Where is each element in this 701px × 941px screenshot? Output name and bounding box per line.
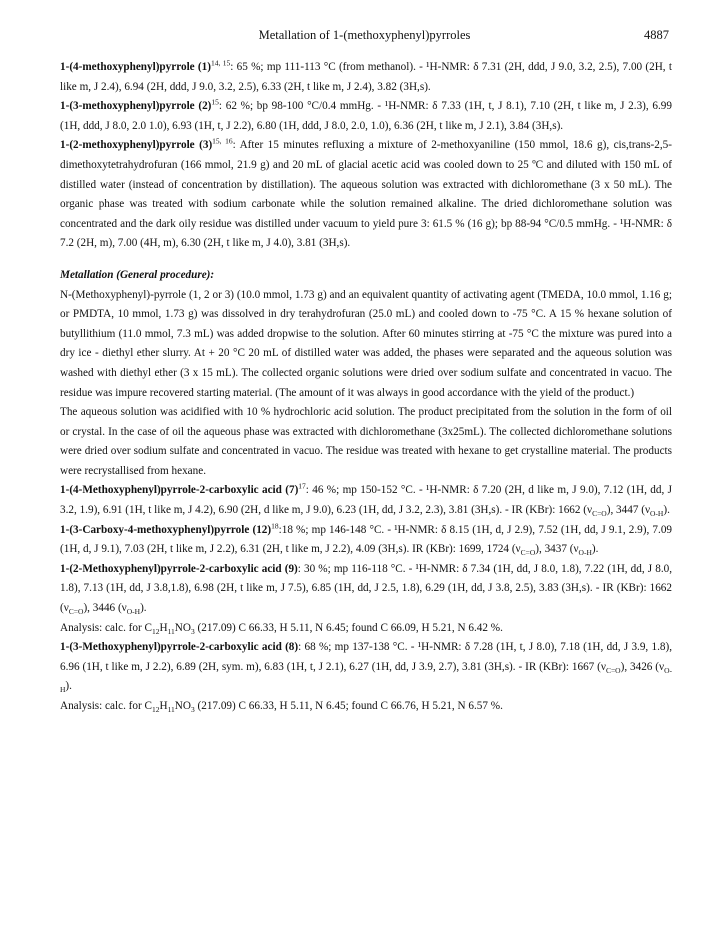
running-title: Metallation of 1-(methoxyphenyl)pyrroles — [258, 28, 471, 42]
compound-name: 1-(4-methoxyphenyl)pyrrole (1) — [60, 61, 211, 73]
procedure-paragraph-1: N-(Methoxyphenyl)-pyrrole (1, 2 or 3) (10.0 mmol, 1.73 g) and an equivalent quantity of activating agent (TMEDA, 10.0 mmol, 1.16 g; or PMDTA, 10 mmol, 1.73 g) was dissolved in dry terahydrofuran (25.0 mL) and cooled down to -75 °C. A 15 % hexane solution of butyllithium (11.0 mmol, 7.3 mL) was added dropwise to the solution. After 60 minutes stirring at -75 °C the mixture was pured into a dry ice - diethyl ether slurry. At + 20 °C 20 mL of distilled water was added, the phases were separated and the aqueous solution was washed with diethyl ether (3 x 15 mL). The collected organic solutions were dried over sodium sulfate and concentrated in vacuo. The residue was impure recovered starting material. (The amount of it was always in good accordance with the yield of the product.) — [60, 288, 672, 399]
compound-name: 1-(3-methoxyphenyl)pyrrole (2) — [60, 100, 212, 113]
product-paragraph-7: 1-(4-Methoxyphenyl)pyrrole-2-carboxylic acid $(7)^{17}$: 46 %; mp 150-152 °C. - ¹H-NMR: δ 7.20 (2H, d like m, J 9.0), 7.12 (1H, dd, J 3.2, 1.9), 6.91 (1H, t like m, J 4.2), 6.90 (2H, d like m, J 9.0), 6.23 (1H, dd, J 3.2, 2.3), 3.81 (3H,s). - IR (KBr): 1662 $(\nu_{C=O})$, 3447 $(\nu_{O-H})$. — [60, 481, 672, 519]
compound-name: 1-(4-Methoxyphenyl)pyrrole-2-carboxylic acid (7) — [60, 484, 299, 497]
product-paragraph-8: 1-(3-Methoxyphenyl)pyrrole-2-carboxylic acid (8): 68 %; mp 137-138 °C. - ¹H-NMR: δ 7.28 (1H, t, J 8.0), 7.18 (1H, dd, J 3.9, 1.8), 6.96 (1H, t like m, J 2.2), 6.89 (2H, sym. m), 6.83 (1H, t, J 2.1), 6.27 (1H, dd, J 3.9, 2.7), 3.81 (3H,s). - IR (KBr): 1667 $(\nu_{C=O})$, 3426 $(\nu_{O-H})$. — [60, 641, 673, 695]
reference-superscript: 15, 16 — [212, 136, 233, 146]
compound-name: 1-(2-methoxyphenyl)pyrrole (3) — [60, 139, 213, 152]
compound-description: : 62 %; bp 98-100 °C/0.4 mmHg. - ¹H-NMR: δ 7.33 (1H, t, J 8.1), 7.10 (2H, t like m, J 2.3), 6.99 (1H, ddd, J 8.0, 2.0 1.0), 6.93 (1H, t, J 2.2), 6.80 (1H, ddd, J 8.0, 2.0, 1.0), 6.36 (2H, t like m, J 2.1), 3.84 (3H,s). — [60, 100, 672, 132]
product-paragraph-9: 1-(2-Methoxyphenyl)pyrrole-2-carboxylic acid (9): 30 %; mp 116-118 °C. - ¹H-NMR: δ 7.34 (1H, dd, J 8.0, 1.8), 7.22 (1H, dd, J 8.0, 1.8), 7.13 (1H, dd, J 3.8,1.8), 6.98 (2H, t like m, J 7.5), 6.85 (1H, dd, J 2.5, 1.8), 6.29 (1H, dd, J 3.8, 2.5), 3.83 (3H,s). - IR (KBr): 1662 $(\nu_{C=O})$, 3446 $(\nu_{O-H})$. — [60, 562, 673, 617]
compound-paragraph-2 — [60, 97, 672, 136]
reference-superscript: 15 — [211, 97, 219, 107]
compound-name: 1-(3-Methoxyphenyl)pyrrole-2-carboxylic acid (8) — [60, 641, 299, 654]
compound-description: : After 15 minutes refluxing a mixture of 2-methoxyaniline (150 mmol, 18.6 g), cis,trans-2,5-dimethoxytetrahydrofuran (166 mmol, 21.9 g) and 20 mL of glacial acetic acid was cooled down to 25 ºC and diluted with 150 mL of distilled water (instead of concentration by distillation). The aqueous solution was extracted with dichloromethane (3 x 50 mL). The organic phase was treated with sodium carbonate while the solution remained alkaline. The dried dichloromethane solution was concentrated and the dark oily residue was distilled under vacuum to yield pure 3: 61.5 % (16 g); bp 88-94 °C/0.5 mmHg. - ¹H-NMR: δ 7.2 (2H, m), 7.00 (4H, m), 6.30 (2H, t like m, J 4.0), 3.81 (3H,s). — [60, 139, 672, 250]
reference-superscript: 18 — [271, 520, 279, 530]
article-body — [60, 58, 672, 717]
page-number: 4887 — [644, 28, 669, 42]
reference-superscript: 14, 15 — [210, 58, 231, 68]
procedure-heading: Metallation (General procedure): — [60, 268, 215, 281]
compound-paragraph-1 — [60, 58, 672, 97]
analysis-line-2: Analysis: calc. for $C_{12}H_{11}NO_3$ (217.09) C 66.33, H 5.11, N 6.45; found C 66.76, H 5.21, N 6.57 %. — [60, 700, 503, 715]
reference-superscript: 17 — [298, 481, 306, 491]
running-header — [60, 28, 669, 46]
compound-description: : 65 %; mp 111-113 °C (from methanol). - ¹H-NMR: δ 7.31 (2H, ddd, J 9.0, 3.2, 2.5), 7.00 (2H, t like m, J 2.4), 6.94 (2H, ddd, J 9.0, 3.2, 2.5), 6.33 (2H, t like m, J 2.4), 3.82 (3H,s). — [60, 61, 673, 93]
compound-name: 1-(2-Methoxyphenyl)pyrrole-2-carboxylic acid (9) — [60, 562, 298, 575]
analysis-line-1: Analysis: calc. for $C_{12}H_{11}NO_3$ (217.09) C 66.33, H 5.11, N 6.45; found C 66.09, H 5.21, N 6.42 %. — [60, 621, 503, 636]
compound-paragraph-3 — [60, 136, 672, 254]
compound-name: 1-(3-Carboxy-4-methoxyphenyl)pyrrole (12) — [60, 523, 272, 536]
procedure-paragraph-2: The aqueous solution was acidified with 10 % hydrochloric acid solution. The product precipitated from the solution in the form of oil or crystal. In the case of oil the aqueous phase was extracted with dichloromethane (3x25mL). The collected dichloromethane solutions were dried over sodium sulfate and concentrated in vacuo. The residue was treated with hexane to get crystalline material. The products were recrystallised from hexane. — [60, 406, 672, 477]
product-paragraph-12: 1-(3-Carboxy-4-methoxyphenyl)pyrrole $(12)^{18}:18$ %; mp 146-148 °C. - ¹H-NMR: δ 8.15 (1H, d, J 2.9), 7.52 (1H, dd, J 9.1, 2.9), 7.09 (1H, d, J 9.1), 7.03 (2H, t like m, J 2.2), 6.31 (2H, t like m, J 2.2), 4.09 (3H,s). IR (KBr): 1699, 1724 $(\nu_{C=O})$, 3437 $(\nu_{O-H})$. — [60, 520, 673, 558]
